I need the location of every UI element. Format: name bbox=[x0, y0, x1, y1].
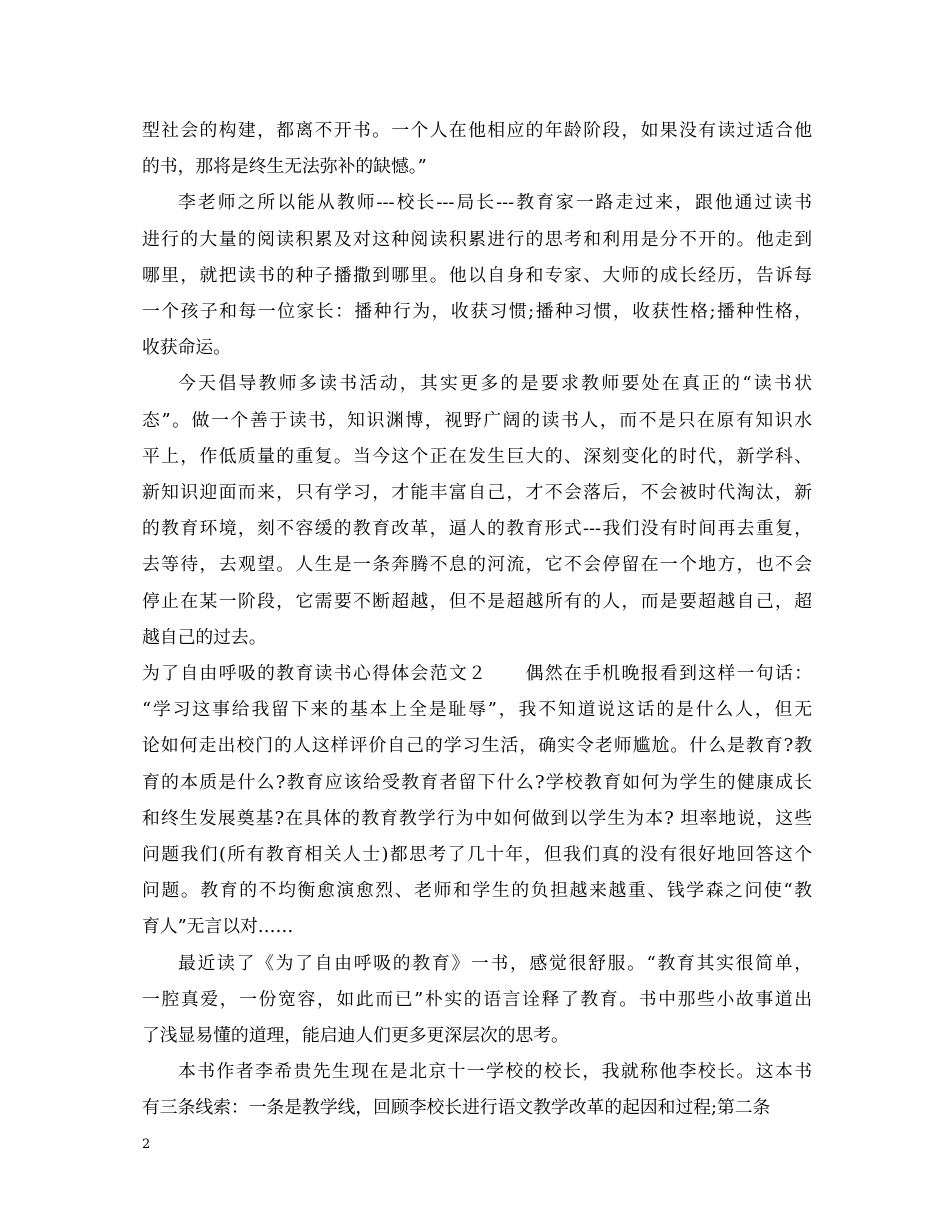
text-line: 的教育环境，刻不容缓的教育改革，逼人的教育形式---我们没有时间再去重复， bbox=[142, 518, 812, 540]
text-line: 一腔真爱，一份宽容，如此而已”朴实的语言诠释了教育。书中那些小故事道出 bbox=[142, 988, 812, 1010]
text-line: 最近读了《为了自由呼吸的教育》一书，感觉很舒服。“教育其实很简单， bbox=[178, 952, 812, 974]
paragraph bbox=[142, 113, 812, 185]
text-line: 新知识迎面而来，只有学习，才能丰富自己，才不会落后，不会被时代淘汰，新 bbox=[142, 482, 812, 504]
paragraph bbox=[142, 656, 812, 946]
text-line: 问题我们(所有教育相关人士)都思考了几十年，但我们真的没有很好地回答这个 bbox=[142, 844, 812, 866]
text-line: 有三条线索：一条是教学线，回顾李校长进行语文教学改革的起因和过程;第二条 bbox=[142, 1097, 771, 1119]
text-line: 本书作者李希贵先生现在是北京十一学校的校长，我就称他李校长。这本书 bbox=[178, 1061, 812, 1083]
text-line: 平上，作低质量的重复。当今这个正在发生巨大的、深刻变化的时代，新学科、 bbox=[142, 445, 812, 467]
text-line: 育人”无言以对…… bbox=[142, 916, 294, 938]
text-line: 的书，那将是终生无法弥补的缺憾。” bbox=[142, 156, 427, 178]
text-line: “学习这事给我留下来的基本上全是耻辱”，我不知道说这话的是什么人，但无 bbox=[142, 699, 812, 721]
text-line: 今天倡导教师多读书活动，其实更多的是要求教师要处在真正的“读书状 bbox=[178, 373, 812, 395]
paragraph bbox=[142, 366, 812, 656]
text-line: 去等待，去观望。人生是一条奔腾不息的河流，它不会停留在一个地方，也不会 bbox=[142, 554, 812, 576]
paragraph bbox=[142, 1054, 812, 1126]
text-line: 一个孩子和每一位家长：播种行为，收获习惯;播种习惯，收获性格;播种性格， bbox=[142, 301, 812, 323]
text-line: 收获命运。 bbox=[142, 337, 231, 359]
paragraph bbox=[142, 185, 812, 366]
text-line: 了浅显易懂的道理，能启迪人们更多更深层次的思考。 bbox=[142, 1025, 569, 1047]
paragraph bbox=[142, 946, 812, 1055]
text-line: 和终生发展奠基?在具体的教育教学行为中如何做到以学生为本? 坦率地说，这些 bbox=[142, 807, 812, 829]
text-line: 育的本质是什么?教育应该给受教育者留下什么?学校教育如何为学生的健康成长 bbox=[142, 771, 812, 793]
text-line: 为了自由呼吸的教育读书心得体会范文２ 偶然在手机晚报看到这样一句话： bbox=[142, 663, 812, 685]
text-line: 进行的大量的阅读积累及对这种阅读积累进行的思考和利用是分不开的。他走到 bbox=[142, 228, 812, 250]
text-line: 问题。教育的不均衡愈演愈烈、老师和学生的负担越来越重、钱学森之问使“教 bbox=[142, 880, 812, 902]
text-line: 态”。做一个善于读书，知识渊博，视野广阔的读书人，而不是只在原有知识水 bbox=[142, 409, 812, 431]
document-body bbox=[142, 113, 812, 1127]
text-line: 论如何走出校门的人这样评价自己的学习生活，确实令老师尴尬。什么是教育?教 bbox=[142, 735, 812, 757]
text-line: 型社会的构建，都离不开书。一个人在他相应的年龄阶段，如果没有读过适合他 bbox=[142, 120, 812, 141]
page-number: 2 bbox=[142, 1137, 151, 1152]
text-line: 李老师之所以能从教师---校长---局长---教育家一路走过来，跟他通过读书 bbox=[178, 192, 812, 214]
text-line: 停止在某一阶段，它需要不断超越，但不是超越所有的人，而是要超越自己，超 bbox=[142, 590, 812, 612]
text-line: 越自己的过去。 bbox=[142, 626, 267, 648]
text-line: 哪里，就把读书的种子播撒到哪里。他以自身和专家、大师的成长经历，告诉每 bbox=[142, 264, 812, 286]
